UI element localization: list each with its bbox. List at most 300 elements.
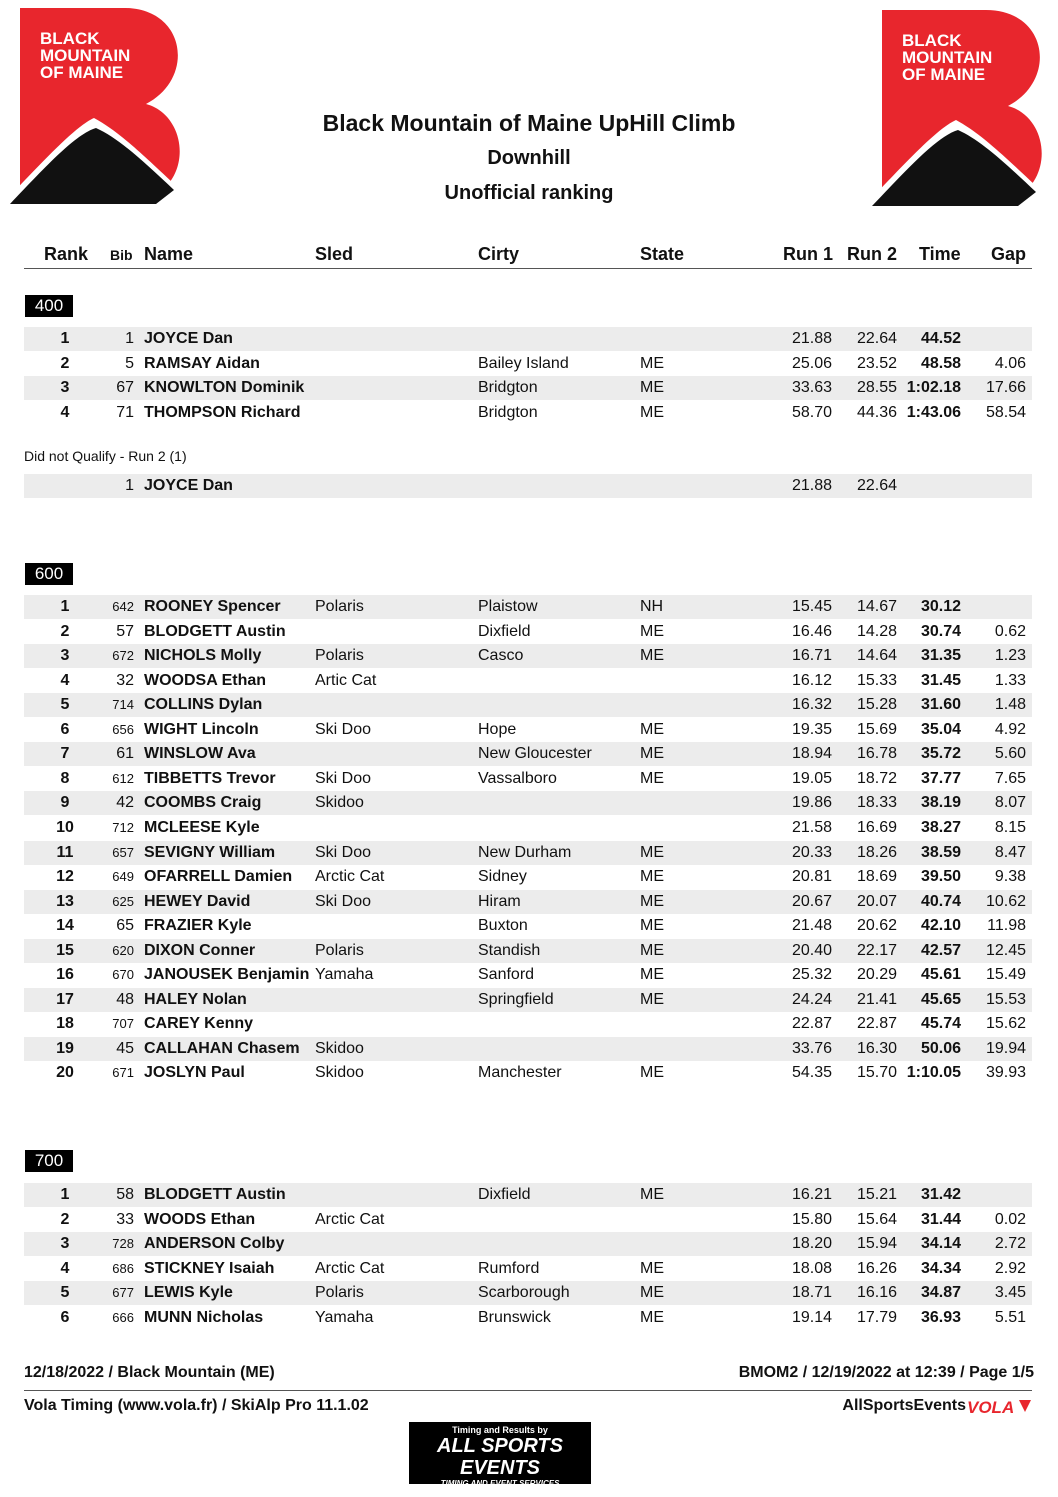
cell-run2: 23.52 — [856, 354, 897, 372]
cell-bib: 67 — [116, 379, 134, 397]
footer-organizer: AllSportsEvents — [842, 1397, 966, 1414]
cell-time: 38.19 — [920, 794, 961, 812]
col-run2: Run 2 — [847, 244, 898, 264]
result-row — [24, 327, 1032, 351]
cell-sled: Yamaha — [315, 1309, 374, 1326]
result-row — [24, 1281, 1032, 1305]
cell-bib: 714 — [112, 697, 134, 713]
cell-rank: 11 — [56, 843, 74, 861]
sponsor-line-1: Timing and Results by — [452, 1425, 548, 1435]
black-mountain-logo-right — [868, 10, 1043, 206]
cell-city: Manchester — [478, 1064, 562, 1082]
vola-logo-mark — [967, 1397, 1033, 1417]
cell-run1: 19.86 — [791, 794, 832, 812]
result-row — [24, 1037, 1032, 1061]
cell-name: MUNN Nicholas — [144, 1309, 264, 1326]
cell-name: COLLINS Dylan — [144, 696, 263, 714]
cell-city: Casco — [478, 647, 524, 665]
cell-name: HEWEY David — [144, 892, 251, 910]
cell-name: DIXON Conner — [144, 941, 256, 959]
cell-sled: Ski Doo — [315, 843, 372, 861]
result-row — [24, 1208, 1032, 1232]
cell-city: Plaistow — [478, 598, 538, 615]
cell-rank: 3 — [60, 647, 70, 665]
cell-run1: 54.35 — [791, 1064, 832, 1082]
cell-rank: 1 — [60, 330, 70, 347]
cell-name: OFARRELL Damien — [144, 868, 293, 886]
cell-time: 50.06 — [920, 1039, 961, 1057]
cell-bib: 671 — [112, 1065, 134, 1081]
dnq-label: Did not Qualify - Run 2 (1) — [24, 448, 187, 464]
cell-run2: 16.69 — [856, 818, 897, 836]
result-row — [24, 963, 1032, 987]
black-mountain-logo-left — [6, 8, 181, 204]
cell-time: 31.42 — [920, 1186, 961, 1203]
cell-time: 48.58 — [920, 354, 961, 372]
result-row — [24, 474, 1032, 498]
cell-time: 1:02.18 — [906, 379, 961, 397]
cell-state: ME — [640, 354, 664, 372]
cell-state: ME — [640, 917, 664, 935]
cell-gap: 2.72 — [994, 1235, 1026, 1253]
cell-name: RAMSAY Aidan — [144, 354, 260, 372]
cell-gap: 10.62 — [985, 892, 1026, 910]
cell-city: Bridgton — [478, 379, 538, 397]
logo-mark — [6, 8, 181, 204]
cell-gap: 8.47 — [994, 843, 1026, 861]
cell-sled: Skidoo — [315, 794, 364, 812]
cell-name: MCLEESE Kyle — [144, 818, 260, 836]
cell-gap: 19.94 — [985, 1039, 1026, 1057]
cell-rank: 8 — [60, 769, 70, 787]
cell-gap: 58.54 — [985, 403, 1026, 421]
cell-gap: 1.33 — [994, 671, 1026, 689]
result-row — [24, 620, 1032, 644]
result-row — [24, 865, 1032, 889]
cell-time: 38.59 — [920, 843, 961, 861]
cell-rank: 4 — [60, 403, 70, 421]
cell-rank: 5 — [60, 696, 70, 714]
cell-city: Dixfield — [478, 1186, 531, 1203]
sponsor-line-3: TIMING AND EVENT SERVICES — [440, 1479, 560, 1488]
cell-bib: 666 — [112, 1310, 134, 1325]
cell-gap: 8.15 — [994, 818, 1026, 836]
cell-run2: 16.30 — [856, 1039, 897, 1057]
cell-city: Sidney — [478, 868, 527, 886]
cell-run2: 15.69 — [856, 720, 897, 738]
cell-run1: 16.21 — [791, 1186, 832, 1203]
svg-text:MOUNTAIN: MOUNTAIN — [40, 46, 131, 65]
cell-time: 31.45 — [920, 671, 961, 689]
cell-run2: 20.62 — [856, 917, 897, 935]
cell-time: 38.27 — [920, 818, 961, 836]
cell-run1: 20.40 — [791, 941, 832, 959]
cell-rank: 1 — [60, 1186, 70, 1203]
footer-divider — [24, 1390, 1032, 1391]
cell-bib: 57 — [116, 622, 134, 640]
cell-name: FRAZIER Kyle — [144, 917, 252, 935]
cell-time: 45.65 — [920, 990, 961, 1008]
cell-run2: 22.64 — [856, 330, 897, 347]
cell-sled: Polaris — [315, 647, 364, 665]
cell-gap: 4.06 — [994, 354, 1026, 372]
cell-run2: 18.69 — [856, 868, 897, 886]
result-row — [24, 644, 1032, 668]
cell-name: WOODS Ethan — [144, 1210, 256, 1228]
cell-gap: 3.45 — [994, 1284, 1026, 1302]
cell-run2: 15.33 — [856, 671, 897, 689]
cell-city: New Gloucester — [478, 745, 592, 763]
cell-time: 31.44 — [920, 1210, 961, 1228]
svg-text:BLACK: BLACK — [902, 31, 962, 50]
result-row — [24, 718, 1032, 742]
cell-run1: 18.94 — [791, 745, 832, 763]
cell-name: THOMPSON Richard — [144, 403, 301, 421]
cell-run1: 21.58 — [791, 818, 832, 836]
cell-bib: 1 — [125, 477, 134, 494]
cell-bib: 620 — [112, 942, 134, 958]
cell-time: 1:10.05 — [906, 1064, 961, 1082]
cell-run1: 33.63 — [791, 379, 832, 397]
cell-rank: 3 — [60, 379, 70, 397]
cell-time: 35.04 — [920, 720, 961, 738]
cell-city: New Durham — [478, 843, 572, 861]
cell-run2: 15.94 — [856, 1235, 897, 1253]
cell-state: ME — [640, 745, 664, 763]
cell-rank: 9 — [60, 794, 70, 812]
cell-run1: 15.45 — [791, 598, 832, 615]
cell-sled: Polaris — [315, 598, 364, 615]
cell-run2: 15.64 — [856, 1210, 897, 1228]
cell-time: 37.77 — [920, 769, 961, 787]
cell-state: ME — [640, 379, 664, 397]
cell-rank: 17 — [56, 990, 74, 1008]
result-row — [24, 1306, 1032, 1330]
cell-run2: 18.33 — [856, 794, 897, 812]
col-name: Name — [144, 244, 194, 264]
cell-sled: Yamaha — [315, 966, 374, 984]
cell-gap: 15.62 — [985, 1015, 1026, 1033]
cell-state: ME — [640, 403, 664, 421]
cell-run1: 58.70 — [791, 403, 832, 421]
cell-run1: 18.20 — [791, 1235, 832, 1253]
cell-rank: 2 — [60, 354, 70, 372]
cell-name: KNOWLTON Dominik — [144, 379, 305, 397]
cell-gap: 11.98 — [987, 917, 1026, 935]
result-row — [24, 376, 1032, 400]
cell-state: ME — [640, 990, 664, 1008]
result-row — [24, 816, 1032, 840]
result-row — [24, 791, 1032, 815]
sponsor-line-2: ALL SPORTS EVENTS — [437, 1435, 563, 1479]
cell-run2: 44.36 — [856, 403, 897, 421]
col-sled: Sled — [315, 244, 354, 264]
cell-sled: Artic Cat — [315, 671, 377, 689]
cell-gap: 8.07 — [994, 794, 1026, 812]
cell-bib: 45 — [116, 1039, 134, 1057]
footer-page-info: BMOM2 / 12/19/2022 at 12:39 / Page 1/5 — [738, 1364, 1034, 1381]
cell-name: JOYCE Dan — [144, 330, 233, 347]
cell-rank: 1 — [60, 598, 70, 615]
cell-sled: Arctic Cat — [315, 1210, 385, 1228]
cell-run1: 19.14 — [791, 1309, 832, 1326]
cell-run1: 21.88 — [791, 330, 832, 347]
cell-time: 31.35 — [920, 647, 961, 665]
cell-run2: 16.16 — [856, 1284, 897, 1302]
cell-gap: 5.51 — [994, 1309, 1026, 1326]
cell-gap: 1.48 — [994, 696, 1026, 714]
svg-text:OF MAINE: OF MAINE — [40, 63, 124, 82]
cell-gap: 15.49 — [985, 966, 1026, 984]
cell-bib: 670 — [112, 967, 134, 983]
cell-bib: 712 — [112, 819, 134, 835]
footer-timing-software: Vola Timing (www.vola.fr) / SkiAlp Pro 11.1.02 — [24, 1397, 369, 1414]
cell-name: ANDERSON Colby — [144, 1235, 285, 1253]
cell-run2: 18.26 — [856, 843, 897, 861]
cell-city: Hope — [478, 720, 517, 738]
cell-state: ME — [640, 769, 664, 787]
cell-city: Vassalboro — [478, 769, 557, 787]
cell-run1: 19.05 — [791, 769, 832, 787]
cell-run2: 14.64 — [856, 647, 897, 665]
cell-name: LEWIS Kyle — [144, 1284, 233, 1302]
result-row — [24, 1232, 1032, 1256]
result-row — [24, 742, 1032, 766]
cell-run2: 22.17 — [856, 941, 897, 959]
cell-time: 42.10 — [920, 917, 961, 935]
cell-bib: 61 — [116, 745, 134, 763]
cell-sled: Ski Doo — [315, 892, 372, 910]
cell-name: CAREY Kenny — [144, 1015, 254, 1033]
cell-state: ME — [640, 720, 664, 738]
cell-run1: 20.33 — [791, 843, 832, 861]
cell-bib: 48 — [116, 990, 134, 1008]
cell-city: Dixfield — [478, 622, 531, 640]
cell-gap: 9.38 — [994, 868, 1026, 886]
result-row — [24, 767, 1032, 791]
svg-text:BLACK: BLACK — [40, 29, 100, 48]
col-time: Time — [919, 244, 961, 264]
category-badge: 400 — [25, 295, 73, 317]
col-bib: Bib — [110, 247, 133, 263]
cell-run1: 16.46 — [791, 622, 832, 640]
cell-bib: 677 — [112, 1285, 134, 1301]
cell-bib: 656 — [112, 721, 134, 737]
logo-mark — [868, 10, 1043, 206]
cell-time: 31.60 — [920, 696, 961, 714]
cell-run2: 22.87 — [856, 1015, 897, 1033]
cell-city: Bridgton — [478, 403, 538, 421]
cell-rank: 3 — [60, 1235, 70, 1253]
cell-gap: 12.45 — [985, 941, 1026, 959]
cell-run1: 21.48 — [791, 917, 832, 935]
cell-state: ME — [640, 1064, 664, 1082]
cell-time: 34.34 — [920, 1259, 961, 1277]
cell-bib: 33 — [116, 1210, 134, 1228]
sponsor-line-4: www.allsportsevents.com — [444, 1488, 556, 1497]
cell-city: Scarborough — [478, 1284, 570, 1302]
cell-gap: 1.23 — [994, 647, 1026, 665]
cell-state: ME — [640, 868, 664, 886]
cell-state: ME — [640, 966, 664, 984]
cell-rank: 13 — [56, 892, 74, 910]
cell-sled: Ski Doo — [315, 769, 372, 787]
cell-name: WOODSA Ethan — [144, 671, 267, 689]
result-row — [24, 693, 1032, 717]
cell-sled: Skidoo — [315, 1064, 364, 1082]
cell-city: Springfield — [478, 990, 554, 1008]
category-badge: 700 — [25, 1150, 73, 1172]
cell-name: JANOUSEK Benjamin — [144, 966, 310, 984]
cell-sled: Arctic Cat — [315, 1259, 385, 1277]
cell-run2: 20.07 — [856, 892, 897, 910]
cell-rank: 20 — [56, 1064, 74, 1082]
cell-name: BLODGETT Austin — [144, 1186, 286, 1203]
cell-state: ME — [640, 1309, 664, 1326]
cell-city: Sanford — [478, 966, 535, 984]
cell-run1: 16.12 — [791, 671, 832, 689]
cell-bib: 686 — [112, 1260, 134, 1276]
cell-rank: 12 — [56, 868, 74, 886]
cell-run1: 19.35 — [791, 720, 832, 738]
cell-gap: 5.60 — [994, 745, 1026, 763]
cell-rank: 4 — [60, 671, 70, 689]
cell-gap: 0.02 — [994, 1210, 1026, 1228]
col-city: Cirty — [478, 244, 520, 264]
cell-gap: 39.93 — [985, 1064, 1026, 1082]
cell-name: SEVIGNY William — [144, 843, 276, 861]
cell-rank: 2 — [60, 622, 70, 640]
cell-run2: 22.64 — [856, 477, 897, 494]
cell-run1: 18.08 — [791, 1259, 832, 1277]
result-row — [24, 669, 1032, 693]
cell-run1: 16.71 — [791, 647, 832, 665]
cell-rank: 18 — [56, 1015, 74, 1033]
cell-run2: 15.70 — [856, 1064, 897, 1082]
cell-time: 34.87 — [920, 1284, 961, 1302]
cell-city: Bailey Island — [478, 354, 569, 372]
cell-state: ME — [640, 647, 664, 665]
cell-bib: 65 — [116, 917, 134, 935]
cell-gap: 15.53 — [985, 990, 1026, 1008]
cell-rank: 7 — [60, 745, 70, 763]
result-row — [24, 401, 1032, 425]
result-row — [24, 352, 1032, 376]
cell-rank: 4 — [60, 1259, 70, 1277]
cell-time: 40.74 — [920, 892, 961, 910]
cell-rank: 6 — [60, 1309, 70, 1326]
cell-run1: 25.06 — [791, 354, 832, 372]
cell-name: HALEY Nolan — [144, 990, 247, 1008]
cell-bib: 32 — [116, 671, 134, 689]
cell-rank: 15 — [56, 941, 74, 959]
result-row — [24, 1012, 1032, 1036]
cell-run2: 21.41 — [856, 990, 897, 1008]
cell-bib: 42 — [116, 794, 134, 812]
cell-gap: 4.92 — [994, 720, 1026, 738]
cell-bib: 58 — [116, 1186, 134, 1203]
result-row — [24, 988, 1032, 1012]
col-state: State — [640, 244, 685, 264]
cell-time: 30.74 — [920, 622, 961, 640]
cell-run1: 20.81 — [791, 868, 832, 886]
cell-time: 45.74 — [920, 1015, 961, 1033]
cell-name: WINSLOW Ava — [144, 745, 256, 763]
cell-name: TIBBETTS Trevor — [144, 769, 276, 787]
cell-time: 36.93 — [920, 1309, 961, 1326]
cell-gap: 7.65 — [994, 769, 1026, 787]
cell-run1: 24.24 — [791, 990, 832, 1008]
result-row — [24, 1257, 1032, 1281]
result-row — [24, 1061, 1032, 1085]
result-row — [24, 595, 1032, 619]
cell-run2: 14.67 — [856, 598, 897, 615]
event-subtitle: Downhill — [487, 147, 571, 169]
cell-run2: 28.55 — [856, 379, 897, 397]
cell-bib: 707 — [112, 1016, 134, 1032]
column-header-row — [24, 243, 1032, 269]
cell-run2: 17.79 — [856, 1309, 897, 1326]
cell-name: WIGHT Lincoln — [144, 720, 259, 738]
ranking-status: Unofficial ranking — [444, 182, 614, 204]
cell-bib: 5 — [125, 354, 134, 372]
cell-gap: 2.92 — [994, 1259, 1026, 1277]
cell-bib: 625 — [112, 893, 134, 909]
result-row — [24, 1183, 1032, 1207]
cell-time: 45.61 — [920, 966, 961, 984]
cell-name: JOYCE Dan — [144, 477, 233, 494]
cell-time: 42.57 — [920, 941, 961, 959]
cell-run2: 15.21 — [856, 1186, 897, 1203]
cell-state: ME — [640, 1186, 664, 1203]
cell-rank: 2 — [60, 1210, 70, 1228]
cell-state: ME — [640, 1259, 664, 1277]
cell-state: ME — [640, 843, 664, 861]
event-title: Black Mountain of Maine UpHill Climb — [322, 110, 736, 136]
cell-sled: Polaris — [315, 1284, 364, 1302]
result-row — [24, 890, 1032, 914]
cell-run2: 18.72 — [856, 769, 897, 787]
cell-state: ME — [640, 622, 664, 640]
result-row — [24, 939, 1032, 963]
cell-run1: 25.32 — [791, 966, 832, 984]
cell-state: ME — [640, 892, 664, 910]
cell-sled: Ski Doo — [315, 720, 372, 738]
cell-time: 35.72 — [920, 745, 961, 763]
svg-text:MOUNTAIN: MOUNTAIN — [902, 48, 993, 67]
result-row — [24, 841, 1032, 865]
cell-city: Buxton — [478, 917, 528, 935]
cell-city: Hiram — [478, 892, 521, 910]
cell-name: COOMBS Craig — [144, 794, 262, 812]
cell-time: 34.14 — [920, 1235, 961, 1253]
cell-name: STICKNEY Isaiah — [144, 1259, 275, 1277]
cell-sled: Polaris — [315, 941, 364, 959]
cell-run1: 15.80 — [791, 1210, 832, 1228]
cell-bib: 657 — [112, 844, 134, 860]
cell-run1: 20.67 — [791, 892, 832, 910]
cell-run1: 21.88 — [791, 477, 832, 494]
footer-date-location: 12/18/2022 / Black Mountain (ME) — [24, 1364, 275, 1381]
cell-time: 30.12 — [920, 598, 961, 615]
cell-run2: 15.28 — [856, 696, 897, 714]
cell-run1: 22.87 — [791, 1015, 832, 1033]
cell-bib: 1 — [125, 330, 134, 347]
vola-logo — [967, 1397, 1033, 1417]
cell-state: NH — [640, 598, 664, 615]
result-row — [24, 914, 1032, 938]
cell-time: 44.52 — [920, 330, 961, 347]
